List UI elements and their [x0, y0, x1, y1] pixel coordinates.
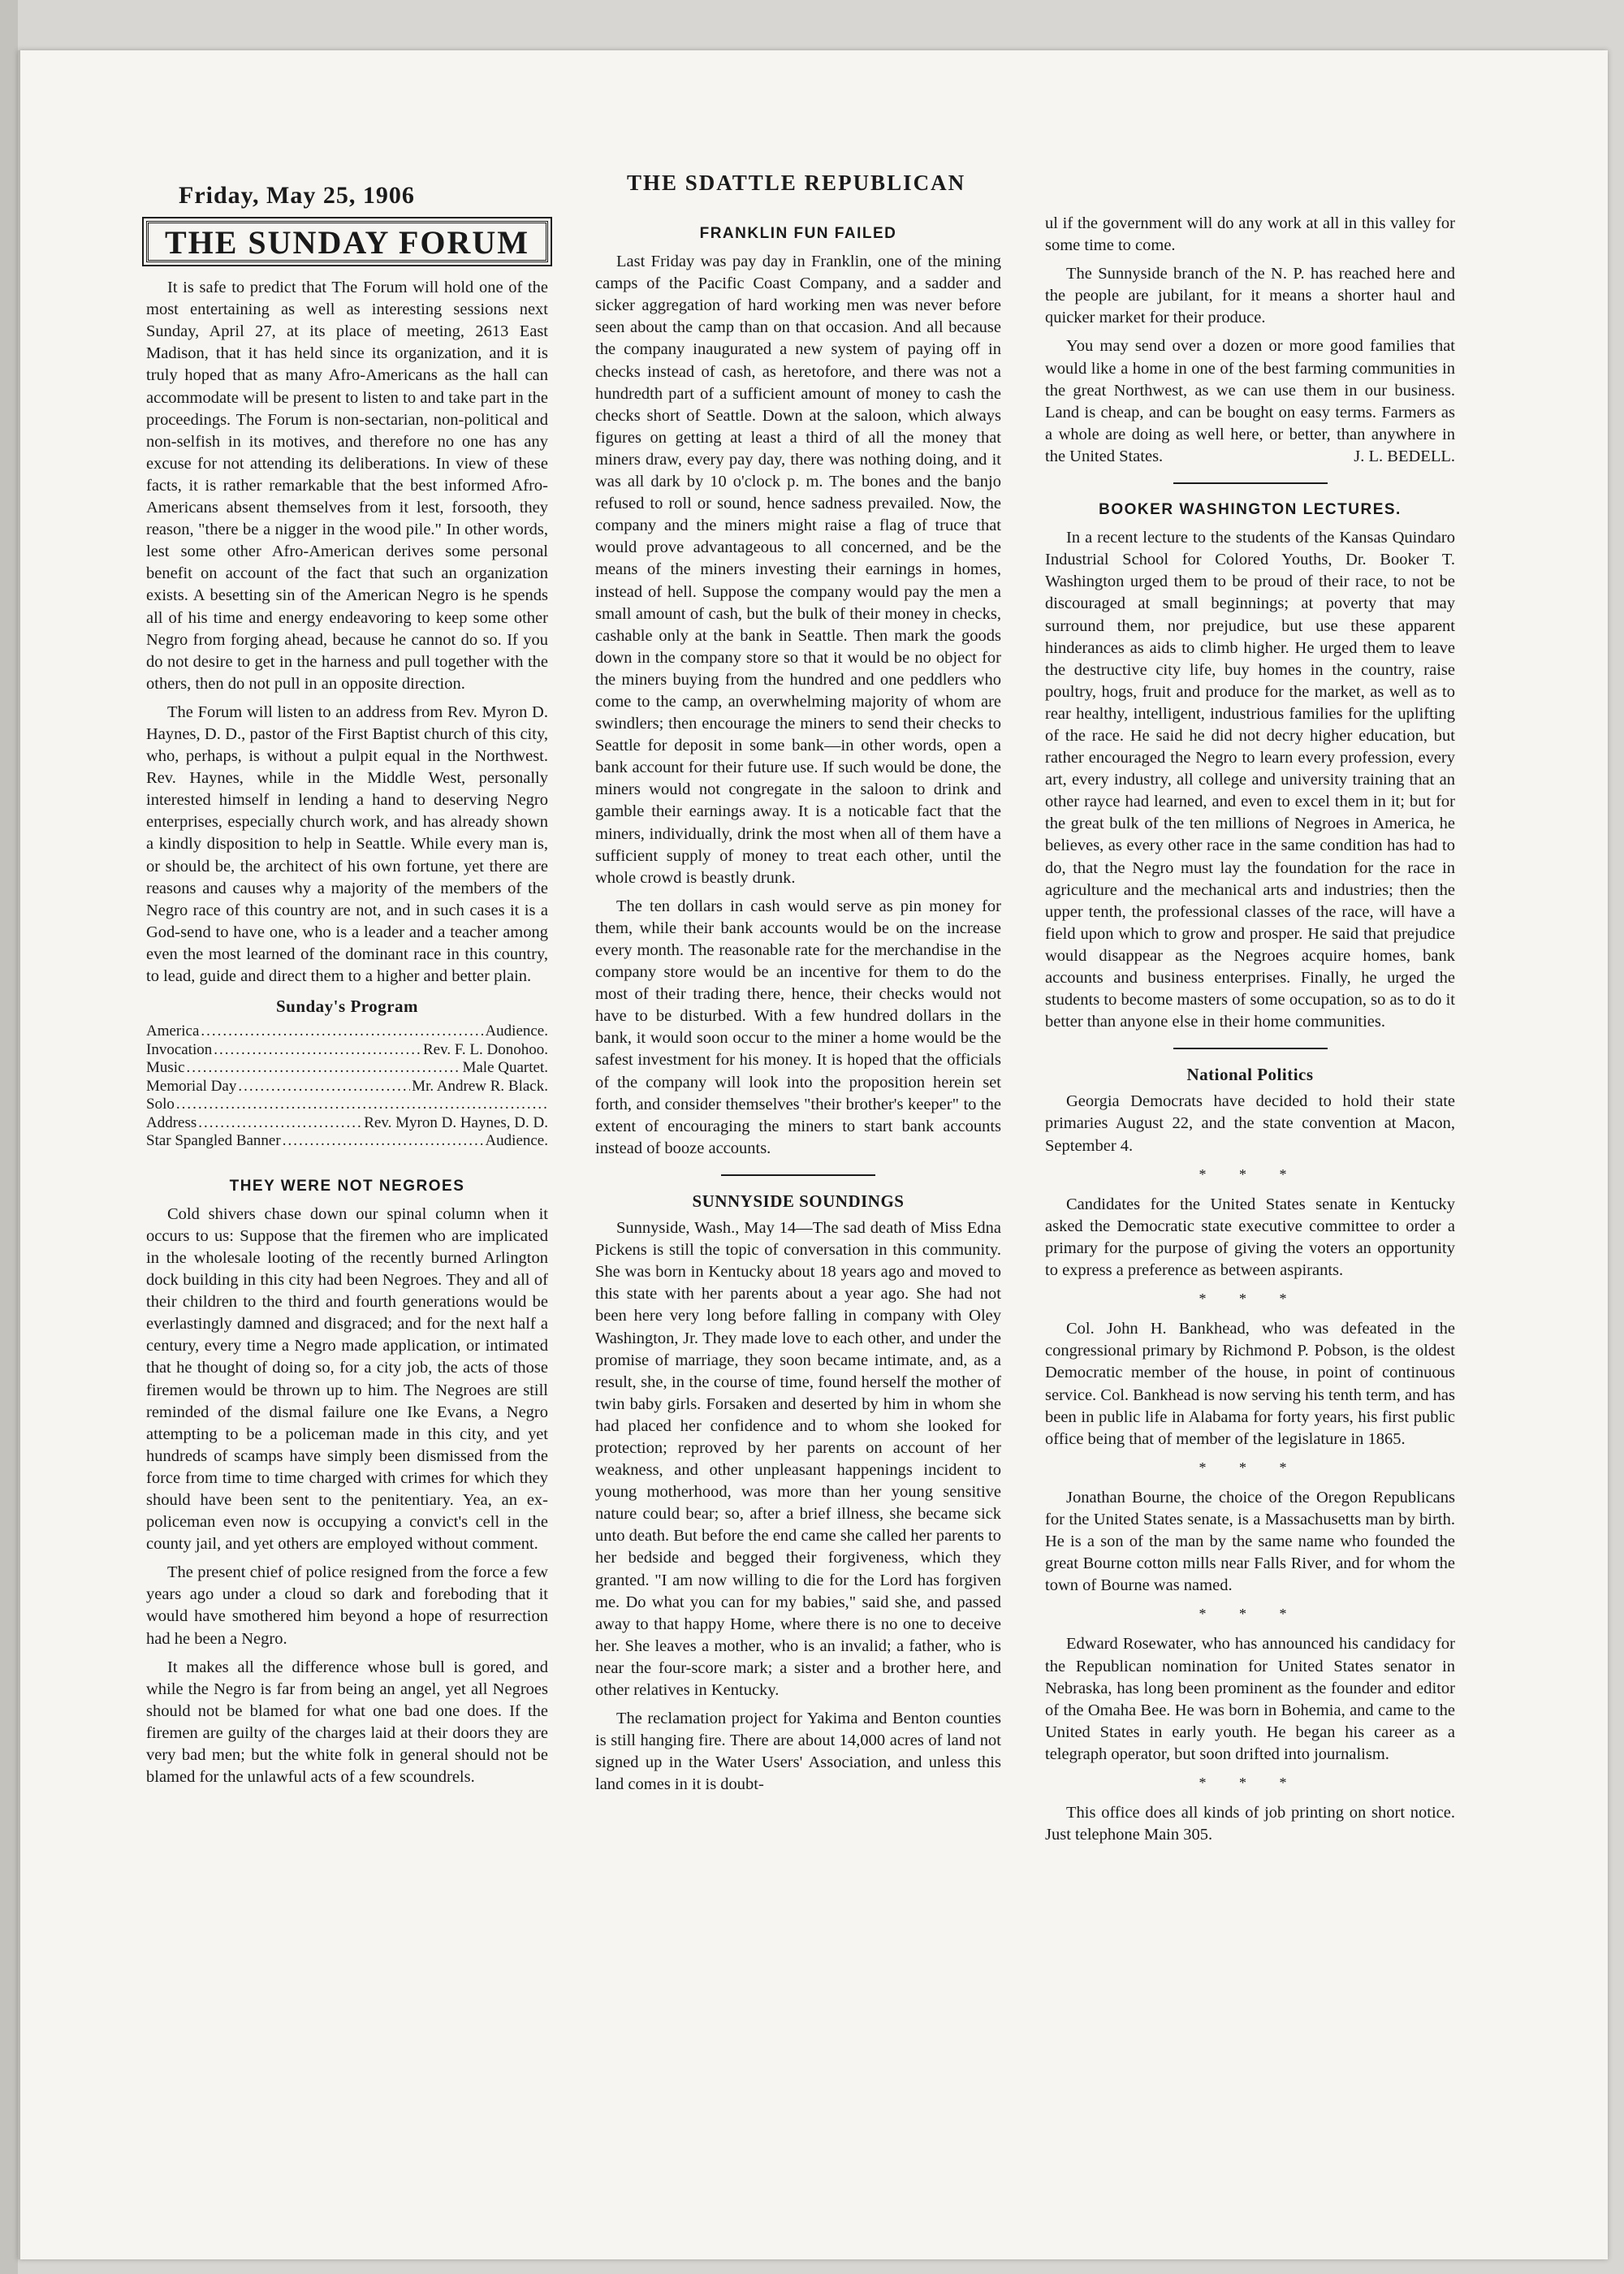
franklin-paragraph: The ten dollars in cash would serve as pin money for them, while their bank accounts would be on the increase every month. The reasonable rate for the merchandise in the company store would be an incentive for them to do the most of their trading there, hence, their checks would not have to be disturbed. With a few hundred dollars in the bank, it would soon occur to the miner a home would be the safest investment for his money. It is hoped that the officials of the company will look into the proposition herein set forth, and consider themselves "their brother's keeper" to the extent of encouraging the miners to start bank accounts instead of booze accounts. — [595, 897, 1001, 1157]
binding-edge — [0, 0, 18, 2274]
politics-paragraph: Edward Rosewater, who has announced his candidacy for the Republican nomination for United States senator in Nebraska, has long been prominent as the founder and editor of the Omaha Bee. He was born in Bohemia, and came to the United States in early youth. He began his career as a telegraph operator, but soon drifted into journalism. — [1045, 1635, 1455, 1763]
franklin-paragraph: Last Friday was pay day in Franklin, one of the mining camps of the Pacific Coast Company, and a sadder and sicker aggregation of hard working men was never before seen about the camp than on that occasion. And all because the company inaugurated a new system of paying off in checks instead of cash, as heretofore, and there was not a hundredth part of a sufficient amount of money to cash the checks short of Seattle. Down at the saloon, which always figures on getting at least a third of all the money that miners draw, every pay day, there was nothing doing, and it was all dark by 10 o'clock p. m. The bones and the banjo refused to roll or sound, hence sadness prevailed. Now, the company and the miners might raise a flag of truce that would prove advantageous to all concerned, and be the means of the miners investing their earnings in homes, instead of hell. Suppose the company would pay the men a small amount of cash, but the bulk of their money in checks, cashable only at the bank in Seattle. Then mark the goods down in the company store so that it would be no object for the miners buying from the hundred and one peddlers who come to the camp, an overwhelming majority of whom are swindlers; then encourage the miners to send their checks to Seattle for deposit in some bank—in other words, open a bank account for their future use. If such would be done, the miners would not congregate in the saloon to drink and gamble their earnings away. It is a noticable fact that the miners, individually, drink the most when all of them have a sufficient supply of money to treat each other, until the whole crowd is beastly drunk. — [595, 253, 1001, 887]
star-divider: * * * — [1199, 1606, 1302, 1623]
negroes-title: THEY WERE NOT NEGROES — [229, 1177, 465, 1195]
negroes-paragraph: Cold shivers chase down our spinal column when it occurs to us: Suppose that the firemen who are implicated in the wholesale looting of the recently burned Arlington dock building in this city had been Negroes. They and all of their children to the third and fourth generations would be everlastingly damned and disgraced; and for the next half a century, every time a Negro made application, or intimated that he thought of doing so, for a city job, the acts of those firemen would be thrown up to him. The Negroes are still reminded of the dismal failure one Ike Evans, a Negro attempting to be a policeman made in this city, and yet hundreds of scamps have simply been dismissed from the force from time to time charged with crimes for which they should have been sent to the penitentiary. Yea, an ex-policeman even now is occupying a convict's cell in the county jail, and yet others are employed without comment. — [146, 1204, 548, 1554]
section-rule — [721, 1174, 875, 1176]
continued-paragraph: You may send over a dozen or more good families that would like a home in one of the best farming communities in the great Northwest, as we can use them in our business. Land is cheap, and can be bought on easy terms. Farmers as a whole are doing as well here, or better, than anywhere in the United States. J. L. BEDELL. — [1045, 335, 1455, 468]
franklin-title: FRANKLIN FUN FAILED — [699, 225, 897, 242]
booker-title: BOOKER WASHINGTON LECTURES. — [1099, 501, 1402, 519]
booker-paragraph: In a recent lecture to the students of the Kansas Quindaro Industrial School for Colored Youths, Dr. Booker T. Washington urged them to be proud of their race, to not be discouraged at small beginnings; at poverty that may surround them, nor prejudice, but use these apparent hinderances as aids to climb higher. He urged them to leave the destructive city life, buy homes in the country, raise poultry, hogs, fruit and produce for the market, as well as to rear healthy, intelligent, industrious families for the uplifting of the race. He said he did not decry higher education, but rather encouraged the Negro to learn every profession, every art, every industry, all college and university training that an other rayce had learned, and even to excel them in it; but for the great bulk of the ten millions of Negroes in America, he believes, as every other race in the same condition has had to do, that the Negro must lay the foundation for the race in agriculture and the mechanical arts and industries; then the upper tenth, the professional classes of the race, will have a field upon which to grow and prosper. He said that prejudice would disappear as the Negroes acquire homes, bank accounts and business enterprises. Finally, he urged the students to become masters of some occupation, so as to do it better than anyone else in their home communities. — [1045, 529, 1455, 1031]
program-row: Music ..... Male Quartet. — [146, 1059, 548, 1078]
printing-notice: This office does all kinds of job printing on short notice. Just telephone Main 305. — [1045, 1804, 1455, 1844]
star-divider: * * * — [1199, 1775, 1302, 1791]
politics-paragraph: Col. John H. Bankhead, who was defeated in the congressional primary by Richmond P. Pobson, is the oldest Democratic member of the house, in point of continuous service. Col. Bankhead is now serving his tenth term, and has been in public life in Alabama for forty years, his first public office being that of member of the legislature in 1865. — [1045, 1320, 1455, 1448]
program-row: Memorial Day ..... Mr. Andrew R. Black. — [146, 1078, 548, 1096]
section-rule — [1173, 482, 1328, 484]
author-signature: J. L. BEDELL. — [1354, 447, 1455, 465]
section-rule — [1173, 1048, 1328, 1049]
program-row: Invocation ..... Rev. F. L. Donohoo. — [146, 1041, 548, 1060]
sunnyside-paragraph: Sunnyside, Wash., May 14—The sad death of Miss Edna Pickens is still the topic of conversation in this community. She was born in Kentucky about 18 years ago and moved to this state with her parents about a year ago. She had not been here very long before falling in company with Oley Washington, Jr. They made love to each other, and under the promise of marriage, they soon became intimate, and, as a result, she, in the course of time, found herself the mother of twin baby girls. Forsaken and deserted by him in whom she had placed her confidence and to whom she looked for protection; reproved by her parents on account of her weakness, and other unpleasant happenings incident to young motherhood, was more than her young sensitive nature could bear; so, after a brief illness, she became sick unto death. But before the end came she called her parents to her bedside and begged their forgiveness, which they granted. "I am now willing to die for the Lord has forgiven me. Do what you can for my babies," said she, and passed away to that happy Home, where there is no one to deceive her. She leaves a mother, who is an invalid; a father, who is near the four-score mark; a sister and a brother here, and other relatives in Kentucky. — [595, 1219, 1001, 1699]
star-divider: * * * — [1199, 1165, 1302, 1182]
program-row: America ..... Audience. — [146, 1022, 548, 1041]
politics-title: National Politics — [1186, 1065, 1314, 1085]
program-row: Star Spangled Banner ..... Audience. — [146, 1132, 548, 1151]
program-title: Sunday's Program — [275, 996, 419, 1017]
politics-paragraph: Georgia Democrats have decided to hold their state primaries August 22, and the state convention at Macon, September 4. — [1045, 1092, 1455, 1155]
column-3 — [1045, 213, 1455, 1852]
forum-paragraph: The Forum will listen to an address from Rev. Myron D. Haynes, D. D., pastor of the First Baptist church of this city, who, perhaps, is without a pulpit equal in the Northwest. Rev. Haynes, while in the Middle West, personally interested himself in lending a hand to deserving Negro enterprises, especially church work, and has already shown a kindly disposition to help in Seattle. While every man is, or should be, the architect of his own fortune, yet there are reasons and causes why a majority of the members of the Negro race of this country are not, and in such cases it is a God-send to have one, who is a leader and a teacher among even the most learned of the dominant race in this country, to lead, guide and direct them to a higher and better plain. — [146, 703, 548, 985]
sunnyside-paragraph: The reclamation project for Yakima and Benton counties is still hanging fire. There are about 14,000 acres of land not signed up in the Water Users' Association, and unless this land comes in it is doubt- — [595, 1710, 1001, 1794]
star-divider: * * * — [1199, 1290, 1302, 1308]
sunnyside-title: SUNNYSIDE SOUNDINGS — [692, 1191, 905, 1211]
forum-paragraph: It is safe to predict that The Forum will hold one of the most entertaining as well as interesting sessions next Sunday, April 27, at its place of meeting, 2613 East Madison, that it has held since its organization, and it is truly hoped that as many Afro-Americans as the hall can accommodate will be present to listen to and take part in the proceedings. The Forum is non-sectarian, non-political and non-selfish in its motives, and therefore no one has any excuse for not attending its deliberations. In view of these facts, it is rather remarkable that the best informed Afro-Americans absent themselves from it lest, forsooth, they reason, "there be a nigger in the wood pile." In other words, lest some other Afro-American derives some personal benefit on account of the fact that such an organization exists. A besetting sin of the American Negro is he spends all of his time and energy endeavoring to keep some other Negro from forging ahead, because he cannot do so. If you do not desire to get in the harness and pull together with the others, then do not pull in an opposite direction. — [146, 279, 548, 693]
column-1 — [146, 213, 548, 1795]
star-divider: * * * — [1199, 1459, 1302, 1476]
forum-title-box — [146, 221, 548, 262]
program-list — [146, 1022, 548, 1151]
politics-paragraph: Candidates for the United States senate in Kentucky asked the Democratic state executive committee to order a primary for the purpose of giving the voters an opportunity to express a preference as between aspirants. — [1045, 1195, 1455, 1280]
column-2 — [595, 213, 1001, 1802]
program-row: Address ..... Rev. Myron D. Haynes, D. D. — [146, 1114, 548, 1133]
masthead: THE SDATTLE REPUBLICAN — [627, 171, 966, 195]
continued-paragraph: The Sunnyside branch of the N. P. has reached here and the people are jubilant, for it means a shorter haul and quicker market for their produce. — [1045, 265, 1455, 327]
negroes-paragraph: The present chief of police resigned from the force a few years ago under a cloud so dark and foreboding that it would have smothered him beyond a hope of resurrection had he been a Negro. — [146, 1563, 548, 1648]
issue-date: Friday, May 25, 1906 — [179, 182, 415, 209]
negroes-paragraph: It makes all the difference whose bull is gored, and while the Negro is far from being an angel, yet all Negroes should not be blamed for what one bad one does. If the firemen are guilty of the charges laid at their doors they are very bad men; but the white folk in general should not be blamed for the unlawful acts of a few scoundrels. — [146, 1658, 548, 1787]
continued-paragraph: ul if the government will do any work at all in this valley for some time to come. — [1045, 214, 1455, 255]
forum-title: THE SUNDAY FORUM — [164, 224, 530, 261]
politics-paragraph: Jonathan Bourne, the choice of the Oregon Republicans for the United States senate, is a Massachusetts man by birth. He is a son of the man by the same name who founded the great Bourne cotton mills near Falls River, and for whom the town of Bourne was named. — [1045, 1488, 1455, 1595]
program-row: Solo ..... — [146, 1096, 548, 1114]
